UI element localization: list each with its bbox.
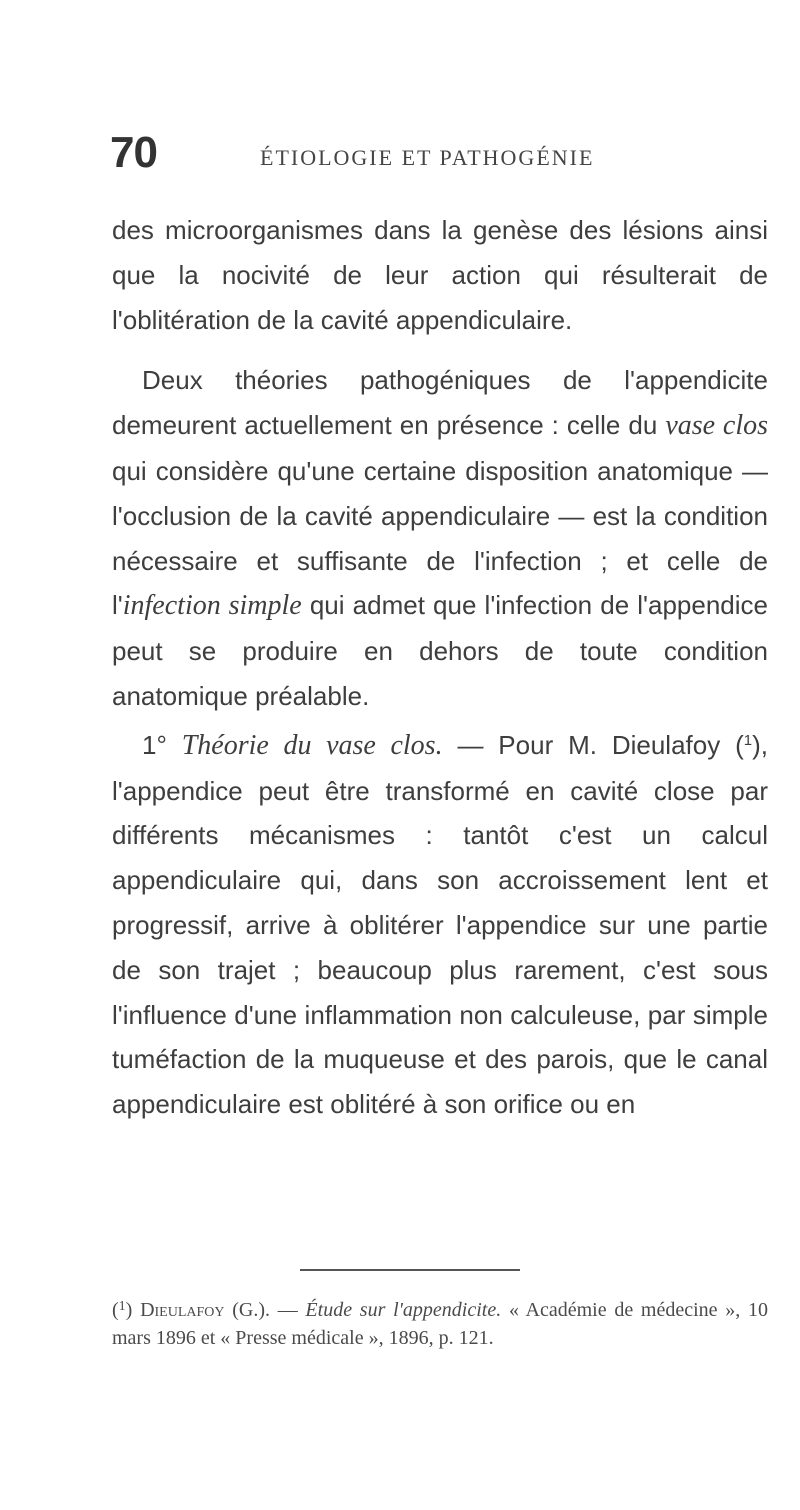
term-vase-clos: vase clos [665, 410, 768, 442]
footnote-divider [300, 1269, 520, 1271]
footnote-author: Dieulafoy (G.). [140, 1299, 270, 1321]
paragraph-3-text-b: ), l'appendice peut être transformé en cavité close par différents mécanismes : tantôt c'est un calcul appendiculaire qui, dans son accroissement lent et progressif, arrive à oblitérer l'appendice sur une partie de son trajet ; beaucoup plus rarement, c'est sous l'influence d'une inflammation non calculeuse, par simple tuméfaction de la muqueuse et des parois, que le canal appendiculaire est oblitéré à son orifice ou en [112, 729, 768, 1120]
paragraph-2-text-b: qui considère qu'une certaine disposition anatomique — l'occlusion de la cavité appendiculaire — est la condition nécessaire et suffisante de l'infection ; et celle de l' [112, 455, 768, 621]
paragraph-1-text: des microorganismes dans la genèse des lésions ainsi que la nocivité de leur action qui résulterait de l'oblitération de la cavité appendiculaire. [112, 215, 768, 335]
paragraph-3 [112, 719, 768, 1127]
paragraph-2-text-a: Deux théories pathogéniques de l'appendicite demeurent actuellement en présence : celle du [112, 365, 768, 441]
page-header [110, 128, 770, 188]
section-title: Théorie du vase clos. [181, 729, 443, 761]
running-head: ÉTIOLOGIE ET PATHOGÉNIE [260, 145, 595, 170]
paragraph-3-text-a: — Pour M. Dieulafoy ( [442, 729, 744, 760]
section-number: 1° [142, 729, 182, 760]
paragraph-2 [112, 358, 768, 718]
body-text [112, 208, 768, 1127]
paragraph-2-text-c: qui admet que l'infection de l'appendice peut se produire en dehors de toute condition anatomique préalable. [112, 590, 769, 711]
paragraph-1 [112, 208, 768, 342]
term-infection-simple: infection simple [122, 590, 302, 622]
footnote-reference[interactable]: 1 [743, 731, 753, 749]
footnote-source: « Académie de médecine », 10 mars 1896 et « Presse médicale », 1896, p. 121. [112, 1299, 768, 1349]
page-number: 70 [110, 128, 157, 177]
footnote-mark: 1 [118, 1299, 126, 1314]
footnote-dash: — [269, 1299, 306, 1321]
footnote-title: Étude sur l'appendicite. [305, 1299, 502, 1321]
footnote: ($^1$) Dieulafoy (G.). — Étude sur l'appendicite. « Académie de médecine », 10 mars 1896 et « Presse médicale », 1896, p. 121. [112, 1299, 768, 1349]
